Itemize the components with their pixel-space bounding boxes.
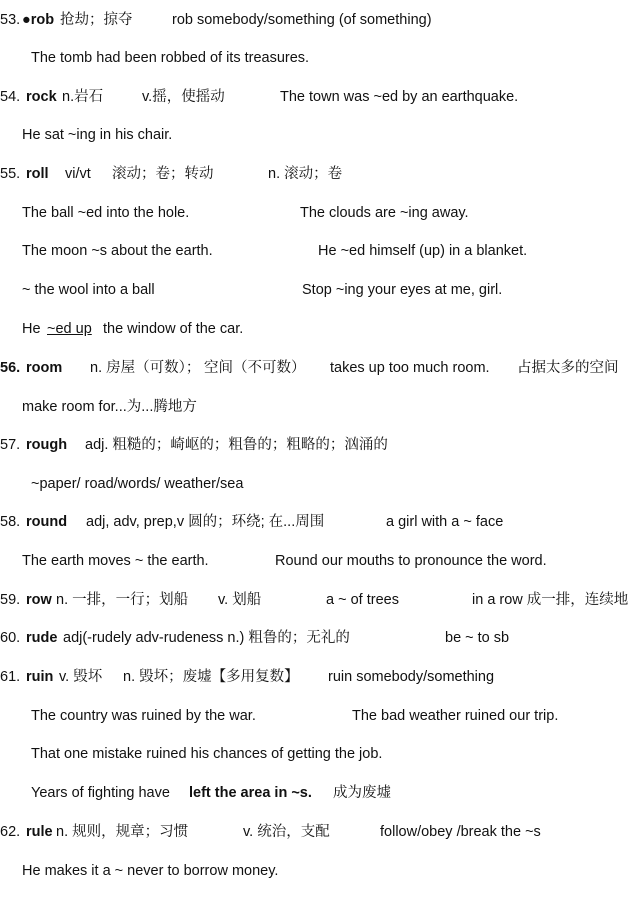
entry-line-55-ex3 xyxy=(0,279,640,301)
definition-segment: 占据太多的空间 xyxy=(517,360,619,376)
example-segment: left the area in ~s. xyxy=(189,785,312,801)
definition-segment: rob somebody/something (of something) xyxy=(172,12,432,28)
definition-segment: in a row 成一排，连续地 xyxy=(472,592,629,608)
definition-segment: vi/vt xyxy=(65,166,91,182)
headword: round xyxy=(26,514,68,530)
definition-segment: a girl with a ~ face xyxy=(386,514,504,530)
entry-line-59 xyxy=(0,589,640,611)
definition-segment: n.岩石 xyxy=(62,89,104,105)
entry-number: 56. xyxy=(0,360,21,376)
definition-segment: adj. 粗糙的；崎岖的；粗鲁的；粗略的；汹涌的 xyxy=(85,437,388,453)
definition-segment: n. 滚动；卷 xyxy=(268,166,343,182)
entry-line-61-ex2 xyxy=(0,743,640,765)
entry-number: 59. xyxy=(0,592,21,608)
example-segment: Stop ~ing your eyes at me, girl. xyxy=(302,282,503,298)
definition-segment: 滚动；卷；转动 xyxy=(112,166,214,182)
headword: rock xyxy=(26,89,57,105)
entry-line-57 xyxy=(0,434,640,456)
definition-segment: takes up too much room. xyxy=(330,360,490,376)
definition-segment: adj, adv, prep,v 圆的；环绕; 在...周围 xyxy=(86,514,325,530)
example-segment: The tomb had been robbed of its treasures. xyxy=(31,50,310,66)
headword: ruin xyxy=(26,669,54,685)
entry-line-54-ex1 xyxy=(0,124,640,146)
entry-line-61-ex3 xyxy=(0,782,640,804)
example-segment: ~ed up xyxy=(47,321,92,337)
example-segment: ~paper/ road/words/ weather/sea xyxy=(31,476,244,492)
definition-segment: n. 房屋（可数）； xyxy=(90,360,201,376)
headword: rude xyxy=(26,630,58,646)
entry-line-55-ex4 xyxy=(0,318,640,340)
definition-segment: n. 一排，一行；划船 xyxy=(56,592,189,608)
entry-line-61-ex1 xyxy=(0,705,640,727)
example-segment: Years of fighting have xyxy=(31,785,170,801)
definition-segment: adj(-rudely adv-rudeness n.) 粗鲁的；无礼的 xyxy=(63,630,350,646)
definition-segment: follow/obey /break the ~s xyxy=(380,824,541,840)
definition-segment: v.摇，使摇动 xyxy=(142,89,225,105)
example-segment: The country was ruined by the war. xyxy=(31,708,256,724)
entry-number: 55. xyxy=(0,166,21,182)
example-segment: ~ the wool into a ball xyxy=(22,282,155,298)
definition-segment: n. 毁坏；废墟【多用复数】 xyxy=(123,669,299,685)
example-segment: The bad weather ruined our trip. xyxy=(352,708,559,724)
example-segment: The clouds are ~ing away. xyxy=(300,205,469,221)
definition-segment: The town was ~ed by an earthquake. xyxy=(280,89,519,105)
example-segment: That one mistake ruined his chances of getting the job. xyxy=(31,746,383,762)
definition-segment: v. 毁坏 xyxy=(59,669,103,685)
example-segment: He ~ed himself (up) in a blanket. xyxy=(318,243,528,259)
example-segment: the window of the car. xyxy=(103,321,244,337)
definition-segment: v. 划船 xyxy=(218,592,262,608)
definition-segment: 空间（不可数） xyxy=(204,360,306,376)
entry-line-56-ex1 xyxy=(0,396,640,418)
headword: rule xyxy=(26,824,53,840)
entry-line-53-ex1 xyxy=(0,47,640,69)
example-segment: He sat ~ing in his chair. xyxy=(22,127,173,143)
entry-line-60 xyxy=(0,627,640,649)
definition-segment: be ~ to sb xyxy=(445,630,510,646)
headword: row xyxy=(26,592,52,608)
entry-line-56 xyxy=(0,357,640,379)
example-segment: The earth moves ~ the earth. xyxy=(22,553,209,569)
entry-line-53 xyxy=(0,9,640,31)
entry-number: 61. xyxy=(0,669,21,685)
definition-segment: v. 统治，支配 xyxy=(243,824,330,840)
example-segment: He makes it a ~ never to borrow money. xyxy=(22,863,279,879)
entry-number: 58. xyxy=(0,514,21,530)
entry-number: 54. xyxy=(0,89,21,105)
entry-line-55-ex1 xyxy=(0,202,640,224)
headword: room xyxy=(26,360,63,376)
headword: roll xyxy=(26,166,49,182)
headword: ●rob xyxy=(22,12,55,28)
entry-number: 60. xyxy=(0,630,21,646)
definition-segment: 抢劫；掠夺 xyxy=(60,12,133,28)
entry-line-57-ex1 xyxy=(0,473,640,495)
entry-number: 53. xyxy=(0,12,21,28)
entry-number: 62. xyxy=(0,824,21,840)
entry-line-62-ex1 xyxy=(0,860,640,882)
entry-line-58-ex1 xyxy=(0,550,640,572)
example-segment: Round our mouths to pronounce the word. xyxy=(275,553,547,569)
example-segment: The ball ~ed into the hole. xyxy=(22,205,190,221)
definition-segment: ruin somebody/something xyxy=(328,669,495,685)
definition-segment: n. 规则，规章；习惯 xyxy=(56,824,189,840)
example-segment: He xyxy=(22,321,41,337)
headword: rough xyxy=(26,437,68,453)
entry-line-61 xyxy=(0,666,640,688)
entry-number: 57. xyxy=(0,437,21,453)
example-segment: 成为废墟 xyxy=(333,785,391,801)
entry-line-55-ex2 xyxy=(0,240,640,262)
example-segment: The moon ~s about the earth. xyxy=(22,243,213,259)
entry-line-54 xyxy=(0,86,640,108)
example-segment: make room for...为...腾地方 xyxy=(22,399,197,415)
definition-segment: a ~ of trees xyxy=(326,592,399,608)
entry-line-55 xyxy=(0,163,640,185)
entry-line-58 xyxy=(0,511,640,533)
entry-line-62 xyxy=(0,821,640,843)
